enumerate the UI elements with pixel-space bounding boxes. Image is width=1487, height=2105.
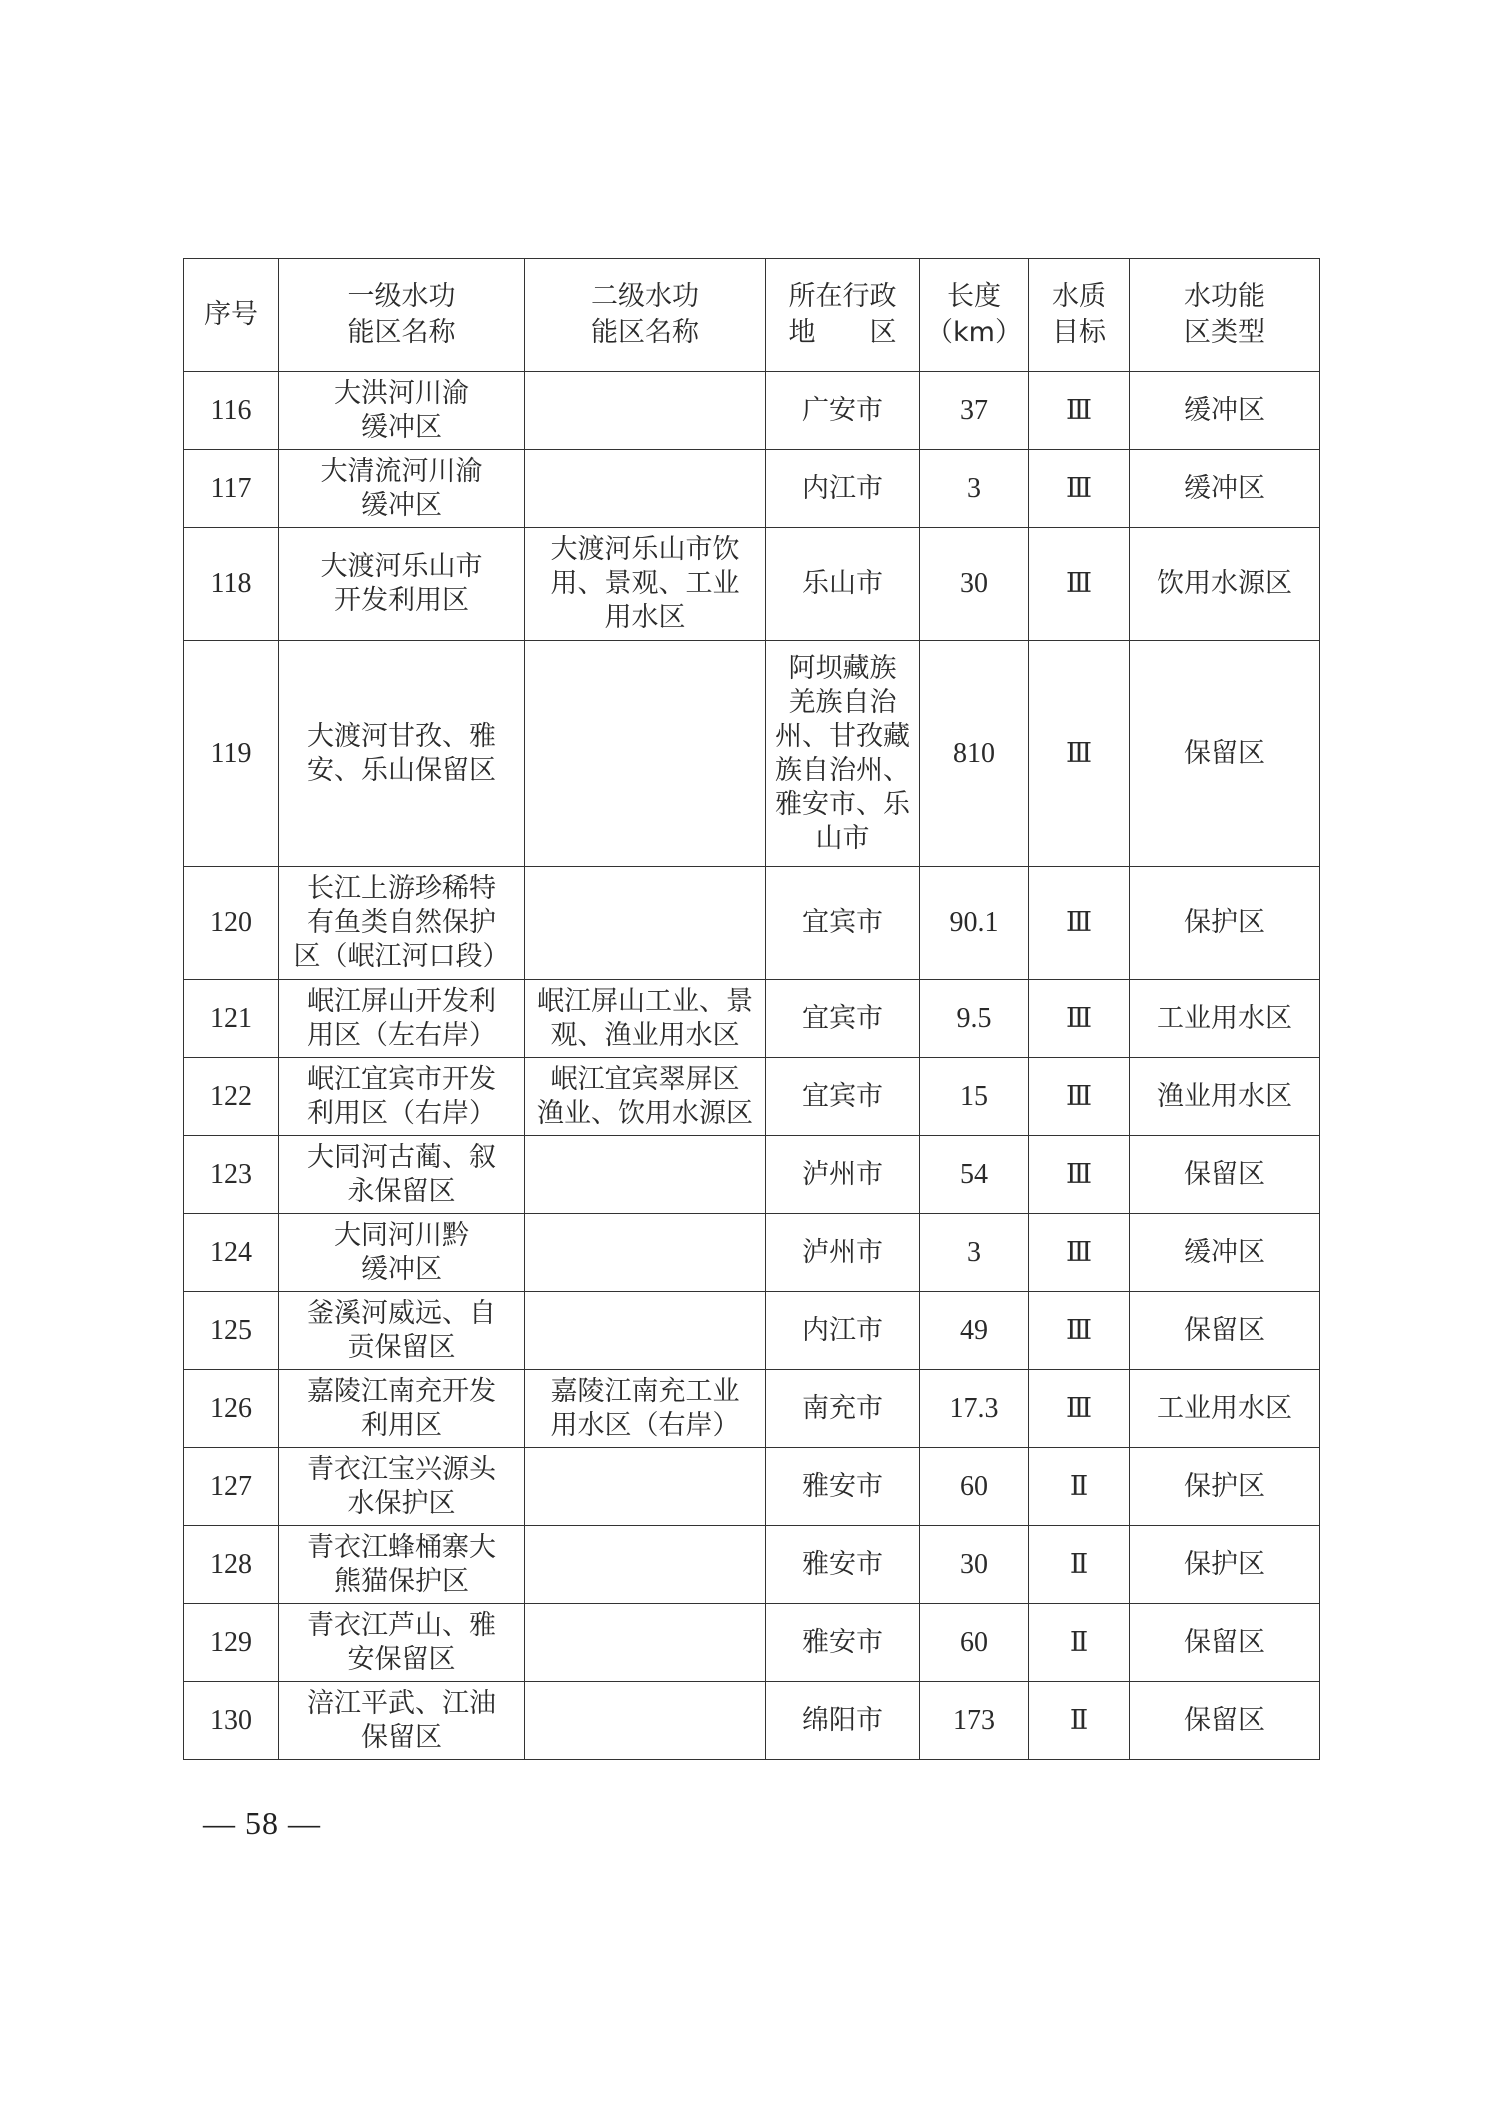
cell-length: 54 [920,1136,1029,1214]
cell-primary-zone: 大渡河甘孜、雅 安、乐山保留区 [279,641,525,867]
cell-secondary-zone: 嘉陵江南充工业 用水区（右岸） [525,1370,766,1448]
cell-region: 内江市 [766,450,920,528]
header-zone-type: 水功能 区类型 [1130,259,1320,372]
cell-primary-zone: 长江上游珍稀特 有鱼类自然保护 区（岷江河口段） [279,867,525,980]
water-function-zone-table [183,258,1320,1760]
cell-primary-zone: 青衣江蜂桶寨大 熊猫保护区 [279,1526,525,1604]
header-length: 长度 （km） [920,259,1029,372]
cell-zone-type: 保护区 [1130,1448,1320,1526]
cell-quality: Ⅱ [1029,1448,1130,1526]
table-row [184,528,1320,641]
cell-primary-zone: 岷江宜宾市开发 利用区（右岸） [279,1058,525,1136]
cell-zone-type: 保留区 [1130,1604,1320,1682]
cell-primary-zone: 大同河古蔺、叙 永保留区 [279,1136,525,1214]
cell-seq: 120 [184,867,279,980]
table-row [184,1370,1320,1448]
cell-length: 49 [920,1292,1029,1370]
cell-secondary-zone [525,1214,766,1292]
cell-quality: Ⅱ [1029,1604,1130,1682]
cell-secondary-zone: 岷江宜宾翠屏区 渔业、饮用水源区 [525,1058,766,1136]
cell-secondary-zone [525,1526,766,1604]
cell-region: 阿坝藏族 羌族自治 州、甘孜藏 族自治州、 雅安市、乐 山市 [766,641,920,867]
cell-secondary-zone [525,1448,766,1526]
cell-quality: Ⅲ [1029,450,1130,528]
cell-region: 南充市 [766,1370,920,1448]
cell-seq: 123 [184,1136,279,1214]
table-row [184,980,1320,1058]
cell-zone-type: 保留区 [1130,1682,1320,1760]
cell-secondary-zone [525,1682,766,1760]
cell-primary-zone: 青衣江芦山、雅 安保留区 [279,1604,525,1682]
cell-secondary-zone [525,372,766,450]
cell-primary-zone: 釜溪河威远、自 贡保留区 [279,1292,525,1370]
cell-seq: 125 [184,1292,279,1370]
cell-length: 3 [920,1214,1029,1292]
cell-seq: 118 [184,528,279,641]
cell-length: 30 [920,528,1029,641]
cell-zone-type: 保护区 [1130,1526,1320,1604]
cell-length: 30 [920,1526,1029,1604]
cell-primary-zone: 青衣江宝兴源头 水保护区 [279,1448,525,1526]
cell-length: 60 [920,1604,1029,1682]
cell-length: 173 [920,1682,1029,1760]
table-body [184,372,1320,1760]
cell-length: 810 [920,641,1029,867]
cell-seq: 121 [184,980,279,1058]
cell-region: 绵阳市 [766,1682,920,1760]
cell-length: 90.1 [920,867,1029,980]
cell-zone-type: 缓冲区 [1130,1214,1320,1292]
cell-region: 雅安市 [766,1448,920,1526]
cell-zone-type: 保护区 [1130,867,1320,980]
cell-length: 3 [920,450,1029,528]
table-row [184,1058,1320,1136]
cell-seq: 129 [184,1604,279,1682]
cell-region: 宜宾市 [766,1058,920,1136]
cell-quality: Ⅲ [1029,1292,1130,1370]
cell-length: 15 [920,1058,1029,1136]
cell-seq: 130 [184,1682,279,1760]
table-row [184,641,1320,867]
cell-zone-type: 保留区 [1130,1292,1320,1370]
cell-quality: Ⅱ [1029,1526,1130,1604]
cell-region: 泸州市 [766,1136,920,1214]
cell-secondary-zone: 大渡河乐山市饮 用、景观、工业 用水区 [525,528,766,641]
cell-zone-type: 保留区 [1130,1136,1320,1214]
header-seq: 序号 [184,259,279,372]
cell-secondary-zone [525,1604,766,1682]
cell-seq: 119 [184,641,279,867]
header-quality: 水质 目标 [1029,259,1130,372]
cell-zone-type: 工业用水区 [1130,980,1320,1058]
table-row [184,1526,1320,1604]
cell-secondary-zone [525,1136,766,1214]
header-primary-zone: 一级水功 能区名称 [279,259,525,372]
cell-primary-zone: 涪江平武、江油 保留区 [279,1682,525,1760]
cell-seq: 127 [184,1448,279,1526]
cell-quality: Ⅲ [1029,641,1130,867]
cell-secondary-zone [525,1292,766,1370]
cell-seq: 116 [184,372,279,450]
cell-zone-type: 缓冲区 [1130,372,1320,450]
cell-primary-zone: 大洪河川渝 缓冲区 [279,372,525,450]
table-row [184,450,1320,528]
table-row [184,372,1320,450]
table-row [184,1604,1320,1682]
cell-primary-zone: 嘉陵江南充开发 利用区 [279,1370,525,1448]
cell-length: 9.5 [920,980,1029,1058]
cell-region: 泸州市 [766,1214,920,1292]
cell-quality: Ⅲ [1029,372,1130,450]
cell-quality: Ⅲ [1029,867,1130,980]
page-number: — 58 — [203,1805,321,1841]
cell-secondary-zone: 岷江屏山工业、景 观、渔业用水区 [525,980,766,1058]
cell-quality: Ⅲ [1029,528,1130,641]
cell-region: 雅安市 [766,1604,920,1682]
cell-length: 17.3 [920,1370,1029,1448]
cell-seq: 117 [184,450,279,528]
cell-zone-type: 渔业用水区 [1130,1058,1320,1136]
cell-seq: 126 [184,1370,279,1448]
table-row [184,1136,1320,1214]
cell-zone-type: 饮用水源区 [1130,528,1320,641]
cell-length: 60 [920,1448,1029,1526]
cell-quality: Ⅲ [1029,1370,1130,1448]
cell-secondary-zone [525,450,766,528]
table-row [184,1682,1320,1760]
cell-quality: Ⅱ [1029,1682,1130,1760]
cell-seq: 128 [184,1526,279,1604]
header-region: 所在行政 地 区 [766,259,920,372]
cell-secondary-zone [525,867,766,980]
cell-primary-zone: 大渡河乐山市 开发利用区 [279,528,525,641]
cell-region: 宜宾市 [766,867,920,980]
cell-zone-type: 保留区 [1130,641,1320,867]
cell-zone-type: 缓冲区 [1130,450,1320,528]
cell-quality: Ⅲ [1029,1136,1130,1214]
cell-region: 内江市 [766,1292,920,1370]
cell-quality: Ⅲ [1029,1058,1130,1136]
cell-length: 37 [920,372,1029,450]
cell-region: 广安市 [766,372,920,450]
cell-zone-type: 工业用水区 [1130,1370,1320,1448]
cell-seq: 122 [184,1058,279,1136]
table-row [184,1292,1320,1370]
cell-primary-zone: 岷江屏山开发利 用区（左右岸） [279,980,525,1058]
table-row [184,1214,1320,1292]
table-row [184,867,1320,980]
header-secondary-zone: 二级水功 能区名称 [525,259,766,372]
cell-quality: Ⅲ [1029,980,1130,1058]
cell-region: 乐山市 [766,528,920,641]
table-header-row [184,259,1320,372]
cell-secondary-zone [525,641,766,867]
table-row [184,1448,1320,1526]
cell-region: 雅安市 [766,1526,920,1604]
cell-quality: Ⅲ [1029,1214,1130,1292]
cell-primary-zone: 大同河川黔 缓冲区 [279,1214,525,1292]
cell-seq: 124 [184,1214,279,1292]
cell-primary-zone: 大清流河川渝 缓冲区 [279,450,525,528]
cell-region: 宜宾市 [766,980,920,1058]
